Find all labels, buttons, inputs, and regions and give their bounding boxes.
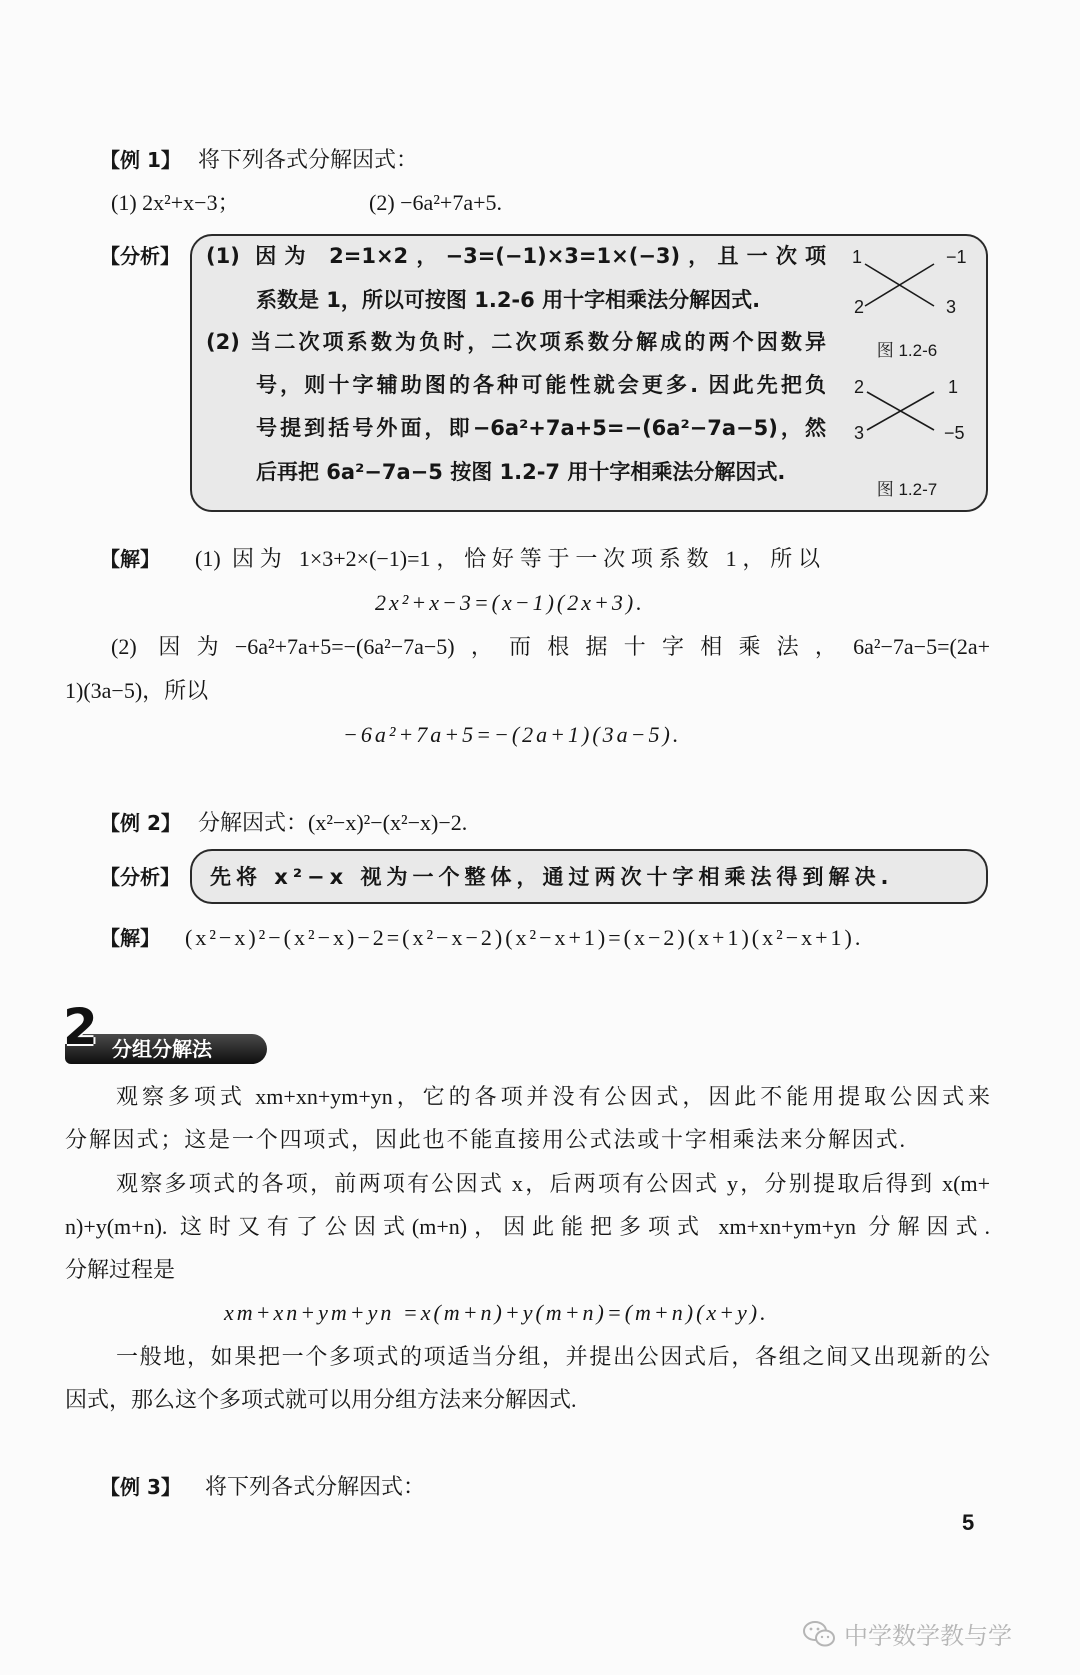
analysis1-line: (2) 当二次项系数为负时，二次项系数分解成的两个因数异 <box>206 330 826 354</box>
analysis1-line: (1) 因为 2=1×2，−3=(−1)×3=1×(−3)，且一次项 <box>206 244 826 268</box>
paragraph3-line: 因式，那么这个多项式就可以用分组方法来分解因式. <box>65 1387 577 1412</box>
paragraph2-line: n)+y(m+n). 这时又有了公因式(m+n)，因此能把多项式 xm+xn+ym+yn 分解因式. <box>65 1214 990 1239</box>
analysis2-text: 先将 x²−x 视为一个整体，通过两次十字相乘法得到解决. <box>210 865 894 889</box>
analysis1-line: 后再把 6a²−7a−5 按图 1.2-7 用十字相乘法分解因式. <box>256 460 786 484</box>
page-number: 5 <box>962 1510 975 1535</box>
solution1-line: (2) 因为−6a²+7a+5=−(6a²−7a−5)，而根据十字相乘法，6a²−7a−5=(2a+ <box>111 634 990 659</box>
figure-1-2-6 <box>852 247 967 360</box>
paragraph2-line: 分解过程是 <box>65 1257 176 1282</box>
fig2-caption: 图 1.2-7 <box>876 480 938 499</box>
solution2-label: 【解】 <box>100 926 160 950</box>
example1-item-1: (1) 2x²+x−3； <box>111 190 240 215</box>
example1-item-2: (2) −6a²+7a+5. <box>369 190 502 215</box>
example1-prompt: 将下列各式分解因式： <box>198 147 419 172</box>
section-title: 分组分解法 <box>112 1037 212 1061</box>
fig2-left-bottom: 3 <box>854 423 865 443</box>
watermark-text: 中学数学教与学 <box>844 1622 1012 1650</box>
fig2-right-bottom: −5 <box>944 423 965 443</box>
solution2-text: (x²−x)²−(x²−x)−2=(x²−x−2)(x²−x+1)=(x−2)(x+1)(x²−x+1). <box>185 925 864 950</box>
solution1-line: 1)(3a−5)，所以 <box>65 678 209 703</box>
fig1-right-bottom: 3 <box>946 297 957 317</box>
example3-label: 【例 3】 <box>100 1475 181 1499</box>
section-number: 2 <box>63 998 98 1056</box>
paragraph1-line: 分解因式；这是一个四项式，因此也不能直接用公式法或十字相乘法来分解因式. <box>65 1127 905 1152</box>
example3-prompt: 将下列各式分解因式： <box>205 1474 426 1499</box>
paragraph3-line: 一般地，如果把一个多项式的项适当分组，并提出公因式后，各组之间又出现新的公 <box>116 1344 990 1369</box>
analysis1-line: 系数是 1，所以可按图 1.2-6 用十字相乘法分解因式. <box>256 288 761 312</box>
figure-1-2-7 <box>854 377 965 499</box>
cross-multiplication-figures <box>840 236 980 506</box>
analysis1-label: 【分析】 <box>100 244 180 268</box>
fig1-right-top: −1 <box>946 247 967 267</box>
analysis1-line: 号提到括号外面，即−6a²+7a+5=−(6a²−7a−5)，然 <box>256 416 826 440</box>
fig2-left-top: 2 <box>854 377 865 397</box>
paragraph2-line: 观察多项式的各项，前两项有公因式 x，后两项有公因式 y，分别提取后得到 x(m+ <box>116 1171 990 1196</box>
fig1-caption: 图 1.2-6 <box>876 341 938 360</box>
solution1-line: (1) 因为 1×3+2×(−1)=1，恰好等于一次项系数 1，所以 <box>195 546 820 571</box>
analysis2-label: 【分析】 <box>100 865 180 889</box>
fig1-left-top: 1 <box>852 247 863 267</box>
wechat-icon <box>802 1620 836 1648</box>
watermark <box>802 1616 1012 1651</box>
example2-label: 【例 2】 <box>100 811 181 835</box>
paragraph1-line: 观察多项式 xm+xn+ym+yn，它的各项并没有公因式，因此不能用提取公因式来 <box>116 1084 990 1109</box>
example1-label: 【例 1】 <box>100 148 181 172</box>
example2-prompt: 分解因式：(x²−x)²−(x²−x)−2. <box>198 810 468 835</box>
fig2-right-top: 1 <box>948 377 959 397</box>
solution1-label: 【解】 <box>100 547 160 571</box>
solution1-equation: −6a²+7a+5=−(2a+1)(3a−5). <box>343 722 682 747</box>
solution1-equation: 2x²+x−3=(x−1)(2x+3). <box>375 590 645 615</box>
analysis1-line: 号，则十字辅助图的各种可能性就会更多. 因此先把负 <box>256 373 826 397</box>
fig1-left-bottom: 2 <box>854 297 865 317</box>
section2-equation: xm+xn+ym+yn =x(m+n)+y(m+n)=(m+n)(x+y). <box>224 1300 769 1325</box>
